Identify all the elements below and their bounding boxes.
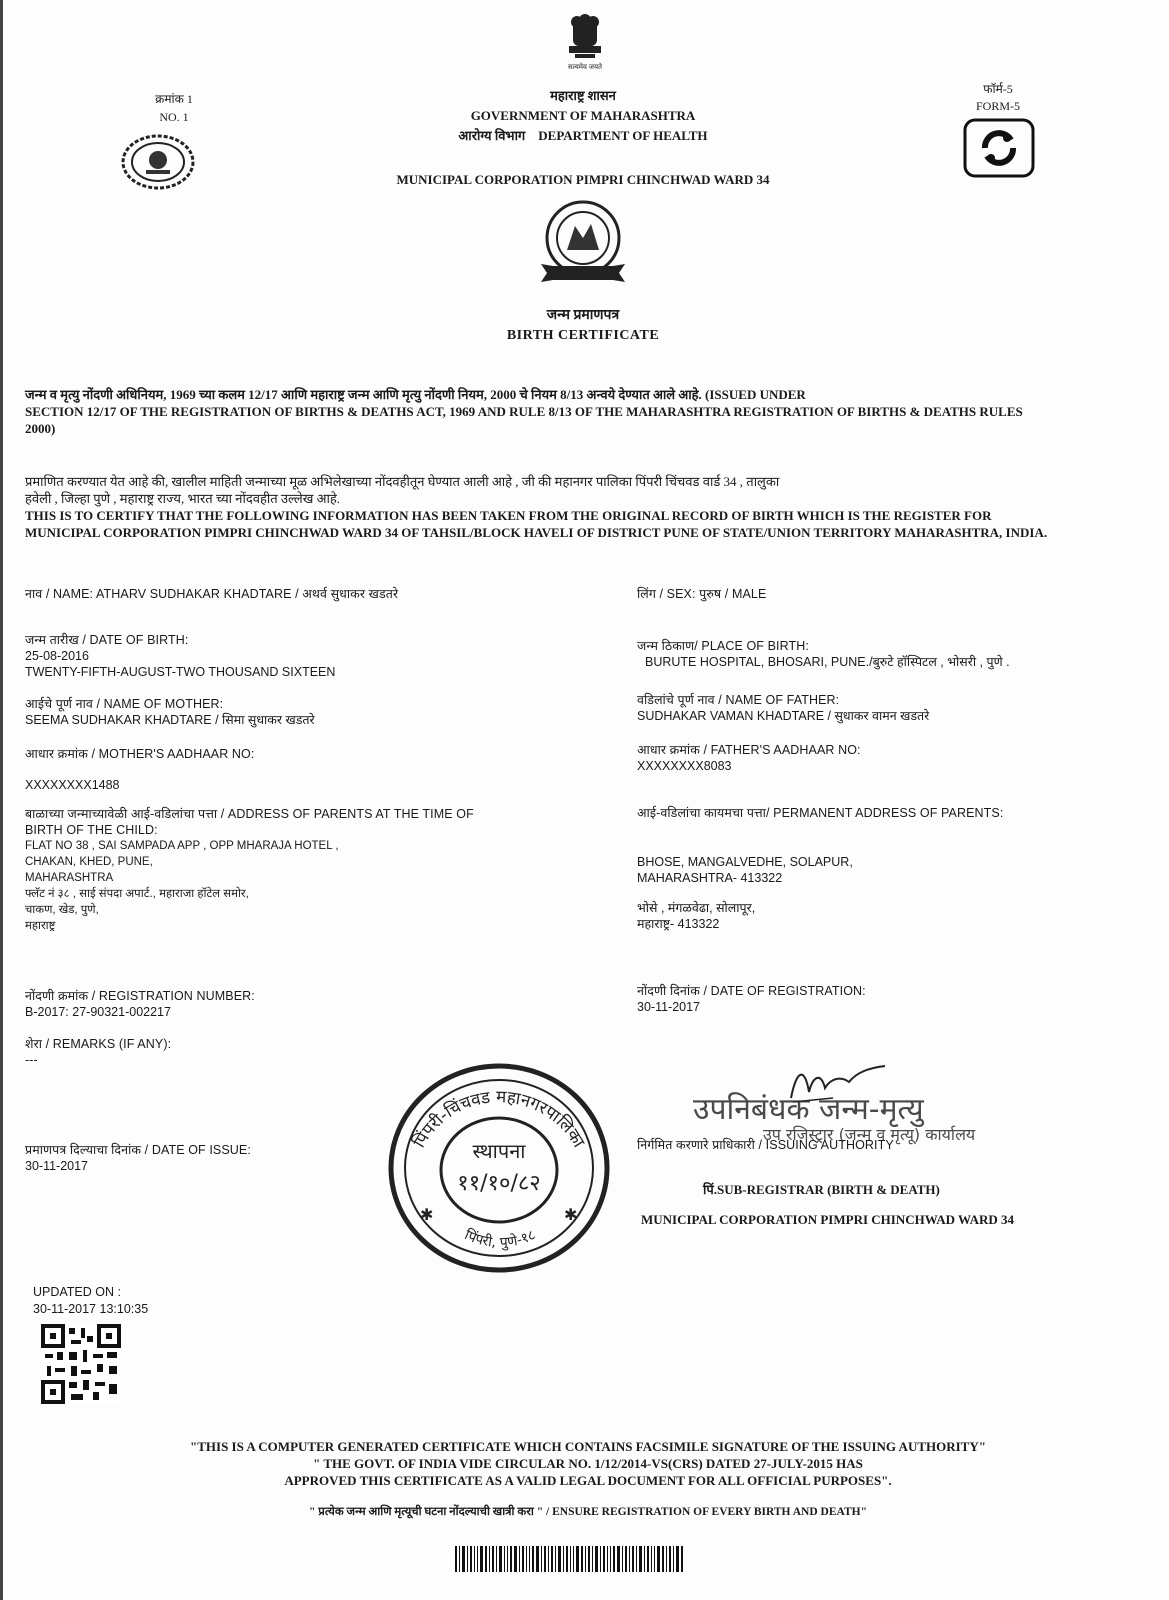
dob-value: 25-08-2016 <box>25 649 89 663</box>
mother-name-value: SEEMA SUDHAKAR KHADTARE / सिमा सुधाकर खडतरे <box>25 713 315 727</box>
national-emblem <box>555 14 615 70</box>
father-aadhaar-value: XXXXXXXX8083 <box>637 759 732 773</box>
stamp-bottom-text: पिंपरी, पुणे-१८ <box>461 1227 539 1251</box>
stamp-date-text: ११/१०/८२ <box>457 1171 541 1196</box>
child-name: नाव / NAME: ATHARV SUDHAKAR KHADTARE / अथर्व सुधाकर खडतरे <box>25 587 399 601</box>
birth-address-label-2: BIRTH OF THE CHILD: <box>25 823 158 837</box>
svg-text:✱: ✱ <box>564 1207 578 1224</box>
registration-date-label: नोंदणी दिनांक / DATE OF REGISTRATION: <box>637 984 866 998</box>
emblem-caption: सत्यमेव जयते <box>567 64 603 71</box>
municipal-round-stamp <box>386 1060 612 1276</box>
form-mr: फॉर्म-5 <box>983 82 1013 96</box>
cert-mr-1: प्रमाणित करण्यात येत आहे की, खालील माहिती जन्माच्या मूळ अभिलेखाच्या नोंदवहीतून घेण्यात आली आहे , जी की महानगर पालिका पिंपरी चिंचवड वार्ड 34 , तालुका <box>25 474 780 489</box>
date-of-issue-label: प्रमाणपत्र दिल्याचा दिनांक / DATE OF ISSUE: <box>25 1143 251 1157</box>
birth-address-line: महाराष्ट्र <box>25 920 56 932</box>
corporation-header: MUNICIPAL CORPORATION PIMPRI CHINCHWAD WARD 34 <box>396 172 770 187</box>
remarks-label: शेरा / REMARKS (IF ANY): <box>25 1037 172 1051</box>
stamp-established-text: स्थापना <box>472 1139 526 1163</box>
registration-date-value: 30-11-2017 <box>637 1000 701 1014</box>
legal-line-1: जन्म व मृत्यु नोंदणी अधिनियम, 1969 च्या कलम 12/17 आणि महाराष्ट्र जन्म आणि मृत्यु नोंदणी नियम, 2000 चे नियम 8/13 अन्वये देण्यात आले आहे. (ISSUED UNDER <box>25 387 806 402</box>
gov-title-mr: महाराष्ट्र शासन <box>550 88 616 103</box>
legal-line-2: SECTION 12/17 OF THE REGISTRATION OF BIRTHS & DEATHS ACT, 1969 AND RULE 8/13 OF THE MAHARASHTRA REGISTRATION OF BIRTHS & DEATHS RULES <box>25 404 1023 419</box>
registration-logo-icon <box>963 118 1035 183</box>
footer-line-1: "THIS IS A COMPUTER GENERATED CERTIFICATE WHICH CONTAINS FACSIMILE SIGNATURE OF THE ISSUING AUTHORITY" <box>190 1439 986 1454</box>
mother-name-label: आईचे पूर्ण नाव / NAME OF MOTHER: <box>25 697 224 711</box>
form-en: FORM-5 <box>975 99 1020 113</box>
cert-en-2: MUNICIPAL CORPORATION PIMPRI CHINCHWAD WARD 34 OF TAHSIL/BLOCK HAVELI OF DISTRICT PUNE OF STATE/UNION TERRITORY MAHARASHTRA, INDIA. <box>25 525 1048 540</box>
barcode-icon <box>455 1546 715 1572</box>
father-name-value: SUDHAKAR VAMAN KHADTARE / सुधाकर वामन खडतरे <box>637 709 930 723</box>
updated-on-label: UPDATED ON : <box>33 1285 121 1299</box>
footer-line-2: " THE GOVT. OF INDIA VIDE CIRCULAR NO. 1/12/2014-VS(CRS) DATED 27-JULY-2015 HAS <box>313 1456 863 1471</box>
father-aadhaar-label: आधार क्रमांक / FATHER'S AADHAAR NO: <box>637 743 861 757</box>
registration-number-value: B-2017: 27-90321-002217 <box>25 1005 171 1019</box>
dob-label: जन्म तारीख / DATE OF BIRTH: <box>25 633 189 647</box>
gov-title-en: GOVERNMENT OF MAHARASHTRA <box>470 108 696 123</box>
footer-slogan: " प्रत्येक जन्म आणि मृत्यूची घटना नोंदल्याची खात्री करा " / ENSURE REGISTRATION OF EVERY BIRTH AND DEATH" <box>309 1506 867 1518</box>
svg-text:पिंपरी, पुणे-१८ <box>462 1226 538 1251</box>
date-of-issue-value: 30-11-2017 <box>25 1159 89 1173</box>
place-of-birth-value: BURUTE HOSPITAL, BHOSARI, PUNE./बुरुटे हॉस्पिटल , भोसरी , पुणे . <box>645 655 1010 669</box>
dob-words: TWENTY-FIFTH-AUGUST-TWO THOUSAND SIXTEEN <box>25 665 336 679</box>
permanent-address-line <box>637 886 853 900</box>
permanent-address-line: भोसे , मंगळवेढा, सोलापूर, <box>637 901 756 915</box>
permanent-address-line: MAHARASHTRA- 413322 <box>637 871 783 885</box>
permanent-address-line: BHOSE, MANGALVEDHE, SOLAPUR, <box>637 855 853 869</box>
father-name-label: वडिलांचे पूर्ण नाव / NAME OF FATHER: <box>637 693 840 707</box>
department-title: आरोग्य विभाग DEPARTMENT OF HEALTH <box>458 128 708 143</box>
permanent-address-line: महाराष्ट्र- 413322 <box>637 917 720 931</box>
birth-address-line: चाकण, खेड, पुणे, <box>25 904 99 916</box>
certificate-title-en: BIRTH CERTIFICATE <box>506 328 660 343</box>
mother-aadhaar-value: XXXXXXXX1488 <box>25 778 120 792</box>
legal-line-3: 2000) <box>25 421 56 436</box>
footer-notice <box>103 1438 1073 1489</box>
birth-address-line: MAHARASHTRA <box>25 872 114 884</box>
registration-number-label: नोंदणी क्रमांक / REGISTRATION NUMBER: <box>25 989 255 1003</box>
birth-address-line: फ्लॅट नं ३८ , साई संपदा अपार्ट., महाराजा हॉटेल समोर, <box>25 888 249 900</box>
qr-code-icon <box>41 1324 121 1409</box>
permanent-address-label: आई-वडिलांचा कायमचा पत्ता/ PERMANENT ADDRESS OF PARENTS: <box>637 806 1004 820</box>
authority-corporation: MUNICIPAL CORPORATION PIMPRI CHINCHWAD WARD 34 <box>641 1212 1015 1227</box>
stamp-top-text: पिंपरी-चिंचवड महानगरपालिका <box>409 1087 589 1152</box>
legal-reference <box>25 386 1145 437</box>
birth-address-line: CHAKAN, KHED, PUNE, <box>25 856 153 868</box>
place-of-birth-label: जन्म ठिकाण/ PLACE OF BIRTH: <box>637 639 809 653</box>
birth-address-line: FLAT NO 38 , SAI SAMPADA APP , OPP MHARAJA HOTEL , <box>25 840 339 852</box>
stamp-line-2: उप रजिस्ट्रार (जन्म व मृत्यू) कार्यालय <box>763 1125 976 1144</box>
maharashtra-seal-icon <box>121 134 195 195</box>
birth-address-label-1: बाळाच्या जन्माच्यावेळी आई-वडिलांचा पत्ता / ADDRESS OF PARENTS AT THE TIME OF <box>25 807 474 821</box>
sub-registrar-title: पिं.SUB-REGISTRAR (BIRTH & DEATH) <box>703 1182 940 1197</box>
number-en: NO. 1 <box>159 110 189 124</box>
kramank-mr: क्रमांक 1 <box>155 92 193 106</box>
stamp-line-1: उपनिबंधक जन्म-मृत्यु <box>693 1092 924 1127</box>
footer-line-3: APPROVED THIS CERTIFICATE AS A VALID LEGAL DOCUMENT FOR ALL OFFICIAL PURPOSES". <box>284 1473 892 1488</box>
sex: लिंग / SEX: पुरुष / MALE <box>637 587 767 601</box>
updated-on-value: 30-11-2017 13:10:35 <box>33 1302 149 1316</box>
cert-en-1: THIS IS TO CERTIFY THAT THE FOLLOWING INFORMATION HAS BEEN TAKEN FROM THE ORIGINAL RECORD OF BIRTH WHICH IS THE REGISTER FOR <box>25 508 992 523</box>
mother-aadhaar-label: आधार क्रमांक / MOTHER'S AADHAAR NO: <box>25 747 255 761</box>
certification-statement <box>25 473 1145 541</box>
cert-mr-2: हवेली , जिल्हा पुणे , महाराष्ट्र राज्य, भारत च्या नोंदवहीत उल्लेख आहे. <box>25 491 341 506</box>
svg-text:✱: ✱ <box>420 1207 434 1224</box>
corporation-logo-icon <box>533 198 633 293</box>
issuing-authority-label: निर्गमित करणारे प्राधिकारी / ISSUING AUTHORITY <box>637 1138 894 1152</box>
certificate-title-mr: जन्म प्रमाणपत्र <box>546 308 620 323</box>
remarks-value: --- <box>25 1053 38 1067</box>
